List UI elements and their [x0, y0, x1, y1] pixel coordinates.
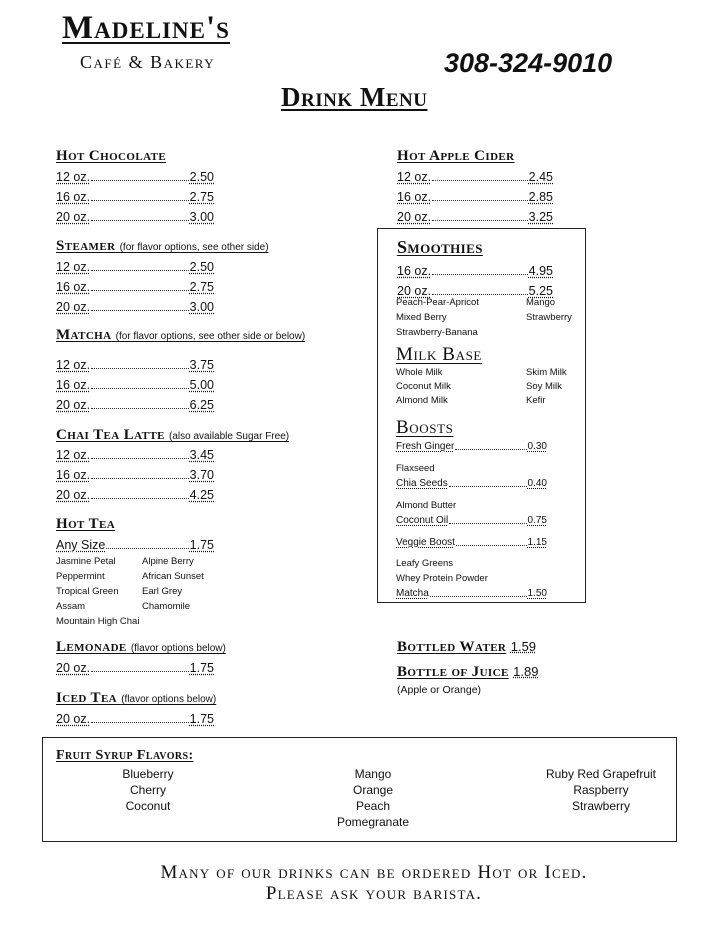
lemonade-section: [56, 639, 226, 675]
iced-tea-section: [56, 690, 217, 726]
list-item: Almond Butter: [396, 500, 457, 511]
list-item: Strawberry: [571, 799, 630, 813]
list-item: Flaxseed: [396, 463, 435, 474]
price-row: 20 oz. 5.25: [397, 284, 553, 298]
cafe-name: Madeline's: [62, 10, 230, 46]
section-title: Hot Tea: [56, 516, 116, 532]
list-item: Jasmine Petal Alpine Berry: [56, 556, 194, 567]
list-item: Peach: [355, 799, 391, 813]
price-row: 20 oz. 1.75: [56, 712, 214, 726]
cafe-tagline: Café & Bakery: [80, 52, 216, 72]
price-row: 20 oz. 4.25: [56, 488, 214, 502]
section-title: Steamer (for flavor options, see other side): [56, 238, 269, 254]
price-row: 20 oz. 1.75: [56, 661, 214, 675]
list-item: Cherry: [129, 783, 166, 797]
juice-note: (Apple or Orange): [397, 684, 482, 696]
price-row: Chia Seeds 0.40: [396, 478, 547, 489]
list-item: Peppermint African Sunset: [56, 571, 204, 582]
list-item: Whole Milk Skim Milk: [396, 367, 567, 378]
list-item: Strawberry-Banana: [396, 327, 478, 338]
section-title: Lemonade (flavor options below): [56, 639, 226, 655]
price-row: 12 oz. 3.75: [56, 358, 214, 372]
list-item: Assam Chamomile: [56, 601, 191, 612]
list-item: Coconut Milk Soy Milk: [396, 381, 562, 392]
list-item: Ruby Red Grapefruit: [545, 767, 657, 781]
price-row: 12 oz. 2.50: [56, 170, 214, 184]
price-row: 20 oz. 6.25: [56, 398, 214, 412]
list-item: Almond Milk Kefir: [396, 395, 546, 406]
price-row: Veggie Boost 1.15: [396, 537, 547, 548]
price-row: 12 oz. 2.50: [56, 260, 214, 274]
syrup-column: [78, 766, 218, 814]
price-row: 20 oz. 3.00: [56, 210, 214, 224]
list-item: Orange: [352, 783, 394, 797]
price-row: 16 oz. 4.95: [397, 264, 553, 278]
menu-title: Drink Menu: [281, 82, 428, 112]
smoothie-flavor-list: [396, 295, 581, 340]
price-row: Coconut Oil 0.75: [396, 515, 547, 526]
phone-number: 308-324-9010: [444, 48, 613, 78]
list-item: Leafy Greens: [396, 558, 454, 569]
bottle-of-juice-line: Bottle of Juice 1.89: [397, 664, 539, 680]
footer-line: Many of our drinks can be ordered Hot or Iced.: [160, 862, 588, 883]
price-row: 16 oz. 5.00: [56, 378, 214, 392]
steamer-section: [56, 238, 269, 314]
list-item: Mixed Berry Strawberry: [396, 312, 572, 323]
price-row: 16 oz. 2.85: [397, 190, 553, 204]
list-item: Peach-Pear-Apricot Mango: [396, 297, 556, 308]
list-item: Whey Protein Powder: [396, 573, 488, 584]
price-row: Matcha 1.50: [396, 588, 547, 599]
milk-base-title: Milk Base: [396, 344, 482, 365]
section-title: Hot Apple Cider: [397, 148, 515, 164]
milk-base-list: [396, 366, 581, 408]
price-row: 20 oz. 3.25: [397, 210, 553, 224]
price-row: 12 oz. 2.45: [397, 170, 553, 184]
bottled-water-line: Bottled Water 1.59: [397, 639, 537, 655]
price-row: 16 oz. 3.70: [56, 468, 214, 482]
hot-tea-section: [56, 516, 214, 629]
section-title: Chai Tea Latte (also available Sugar Free): [56, 427, 290, 443]
footer-note: [0, 862, 724, 904]
chai-tea-latte-section: [56, 427, 290, 502]
section-title: Iced Tea (flavor options below): [56, 690, 217, 706]
list-item: Blueberry: [122, 767, 174, 781]
tea-flavor-list: [56, 554, 214, 629]
fruit-syrup-title: Fruit Syrup Flavors:: [56, 748, 194, 763]
list-item: Mango: [354, 767, 392, 781]
price-row: 16 oz. 2.75: [56, 280, 214, 294]
price-row: Fresh Ginger 0.30: [396, 441, 547, 452]
section-title: Matcha (for flavor options, see other side or below): [56, 327, 306, 343]
price-row: 12 oz. 3.45: [56, 448, 214, 462]
boosts-title: Boosts: [396, 417, 454, 438]
hot-chocolate-section: [56, 148, 214, 224]
list-item: Pomegranate: [336, 815, 410, 829]
hot-apple-cider-section: [397, 148, 553, 224]
list-item: Raspberry: [573, 783, 629, 797]
price-row: 16 oz. 2.75: [56, 190, 214, 204]
list-item: Tropical Green Earl Grey: [56, 586, 183, 597]
footer-line: Please ask your barista.: [265, 883, 483, 904]
matcha-section: [56, 327, 306, 412]
section-title: Hot Chocolate: [56, 148, 167, 164]
price-row: 20 oz. 3.00: [56, 300, 214, 314]
syrup-column: [303, 766, 443, 830]
boosts-list: [396, 440, 547, 600]
price-row: Any Size 1.75: [56, 538, 214, 552]
syrup-column: [531, 766, 671, 814]
section-title: Smoothies: [397, 237, 483, 257]
list-item: Mountain High Chai: [56, 616, 140, 627]
list-item: Coconut: [125, 799, 171, 813]
smoothies-section: [397, 237, 553, 298]
